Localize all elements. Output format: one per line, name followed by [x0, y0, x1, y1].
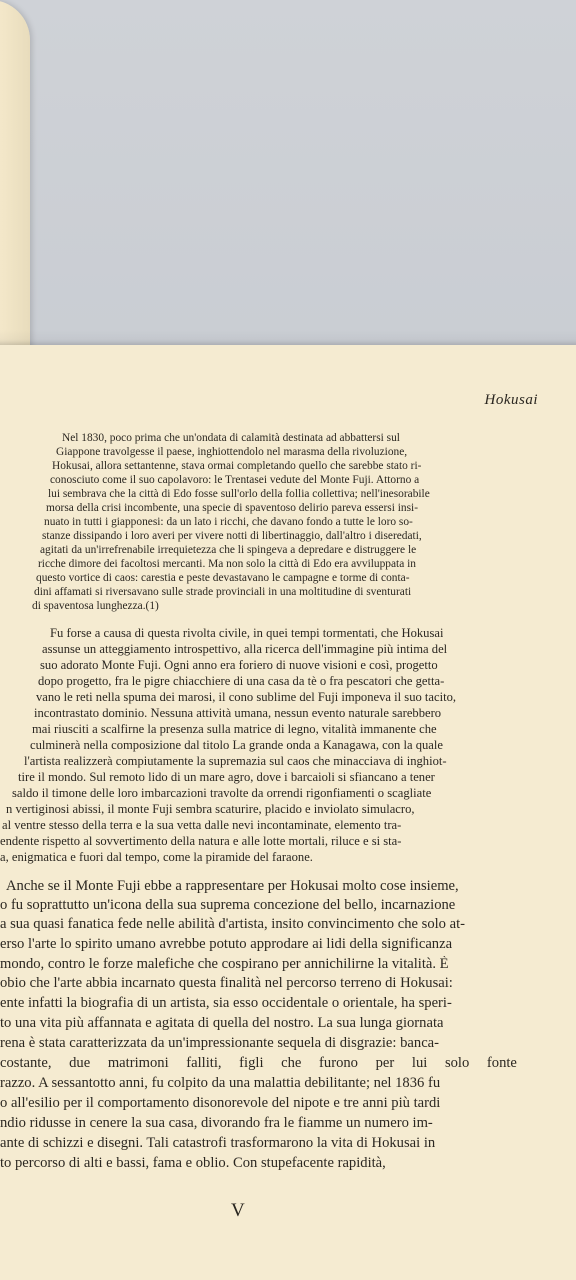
body-line: a sua quasi fanatica fede nelle abilità d'artista, insito convincimento che solo at- — [0, 916, 466, 932]
middle-line: culminerà nella composizione dal titolo La grande onda a Kanagawa, con la quale — [30, 738, 443, 752]
body-line: mondo, contro le forze malefiche che cospirano per annichilirne la vitalità. È — [0, 956, 449, 972]
middle-line: endente rispetto al sovvertimento della natura e alle lotte mortali, riluce e si sta- — [0, 834, 402, 848]
middle-line: vano le reti nella spuma dei marosi, il cono sublime del Fuji imponeva il suo tacito, — [36, 690, 457, 704]
middle-line: Fu forse a causa di questa rivolta civile, in quei tempi tormentati, che Hokusai — [50, 626, 444, 640]
middle-line: suo adorato Monte Fuji. Ogni anno era foriero di nuove visioni e così, progetto — [40, 658, 438, 672]
body-line: o fu soprattutto un'icona della sua suprema concezione del bello, incarnazione — [0, 897, 456, 913]
body-line: ante di schizzi e disegni. Tali catastrofi trasformarono la vita di Hokusai in — [0, 1135, 436, 1151]
middle-line: n vertiginosi abissi, il monte Fuji sembra scaturire, placido e inviolato simulacro, — [6, 802, 415, 816]
running-head: Hokusai — [484, 392, 538, 408]
body-line: to una vita più affannata e agitata di quella del nostro. La sua lunga giornata — [0, 1015, 444, 1031]
quote-line: lui sembrava che la città di Edo fosse sull'orlo della follia collettiva; nell'inesorabile — [48, 488, 430, 500]
quote-line: Giappone travolgesse il paese, inghiottendolo nel marasma della rivoluzione, — [56, 446, 408, 458]
middle-line: al ventre stesso della terra e la sua vetta dalle nevi incontaminate, elemento tra- — [2, 818, 402, 832]
body-line: to percorso di alti e bassi, fama e oblio. Con stupefacente rapidità, — [0, 1155, 386, 1171]
quote-line: ricche dimore dei facoltosi mercanti. Ma non solo la città di Edo era avviluppata in — [38, 558, 416, 570]
quote-line: agitati da un'irrefrenabile irrequietezza che li spingeva a depredare e distruggere le — [40, 544, 417, 556]
page-number: V — [231, 1200, 245, 1221]
body-line: razzo. A sessantotto anni, fu colpito da una malattia debilitante; nel 1836 fu — [0, 1075, 441, 1091]
body-line: costante, due matrimoni falliti, figli che furono per lui solo fonte — [0, 1055, 517, 1071]
quote-line: di spaventosa lunghezza.(1) — [32, 600, 159, 612]
middle-line: assunse un atteggiamento introspettivo, alla ricerca dell'immagine più intima del — [42, 642, 448, 656]
quote-line: dini affamati si riversavano sulle strade provinciali in una moltitudine di sventurati — [34, 586, 412, 598]
middle-line: tire il mondo. Sul remoto lido di un mare agro, dove i barcaioli si sfiancano a tener — [18, 770, 435, 784]
middle-line: saldo il timone delle loro imbarcazioni travolte da orrendi rigonfiamenti o scagliate — [12, 786, 432, 800]
quote-line: Hokusai, allora settantenne, stava ormai completando quello che sarebbe stato ri- — [52, 460, 422, 472]
middle-line: mai riusciti a scalfirne la presenza sulla matrice di legno, vitalità immanente che — [32, 722, 437, 736]
quote-line: nuato in tutti i giapponesi: da un lato i ricchi, che davano fondo a tutte le loro so- — [44, 516, 413, 528]
quote-line: Nel 1830, poco prima che un'ondata di calamità destinata ad abbattersi sul — [62, 432, 400, 444]
body-line: Anche se il Monte Fuji ebbe a rappresentare per Hokusai molto cose insieme, — [6, 878, 459, 894]
quote-line: conosciuto come il suo capolavoro: le Trentasei vedute del Monte Fuji. Attorno a — [50, 474, 420, 486]
body-line: ente infatti la biografia di un artista, sia esso occidentale o orientale, ha speri- — [0, 995, 452, 1011]
body-line: obio che l'arte abbia incarnato questa finalità nel percorso terreno di Hokusai: — [0, 975, 453, 991]
quote-line: questo vortice di caos: carestia e peste devastavano le campagne e torme di conta- — [36, 572, 410, 584]
body-line: erso l'arte lo spirito umano avrebbe potuto approdare ai lidi della significanza — [0, 936, 453, 952]
quote-line: morsa della crisi incombente, una specie di spaventoso delirio pareva essersi insi- — [46, 502, 418, 514]
body-line: ndio ridusse in cenere la sua casa, divorando fra le fiamme un numero im- — [0, 1115, 433, 1131]
middle-line: dopo progetto, fra le pigre chiacchiere di una casa da tè o fra pescatori che getta- — [38, 674, 445, 688]
quote-line: stanze dissipando i loro averi per vivere notti di libertinaggio, dall'altro i diseredati, — [42, 530, 422, 542]
middle-line: l'artista realizzerà compiutamente la supremazia sul caos che minacciava di inghiot- — [24, 754, 447, 768]
middle-line: a, enigmatica e fuori dal tempo, come la piramide del faraone. — [0, 850, 313, 864]
body-line: o all'esilio per il comportamento disonorevole del nipote e tre anni più tardi — [0, 1095, 441, 1111]
middle-line: incontrastato dominio. Nessuna attività umana, nessun evento naturale sarebbero — [34, 706, 442, 720]
body-line: rena è stata caratterizzata da un'impressionante sequela di disgrazie: banca- — [0, 1035, 440, 1051]
